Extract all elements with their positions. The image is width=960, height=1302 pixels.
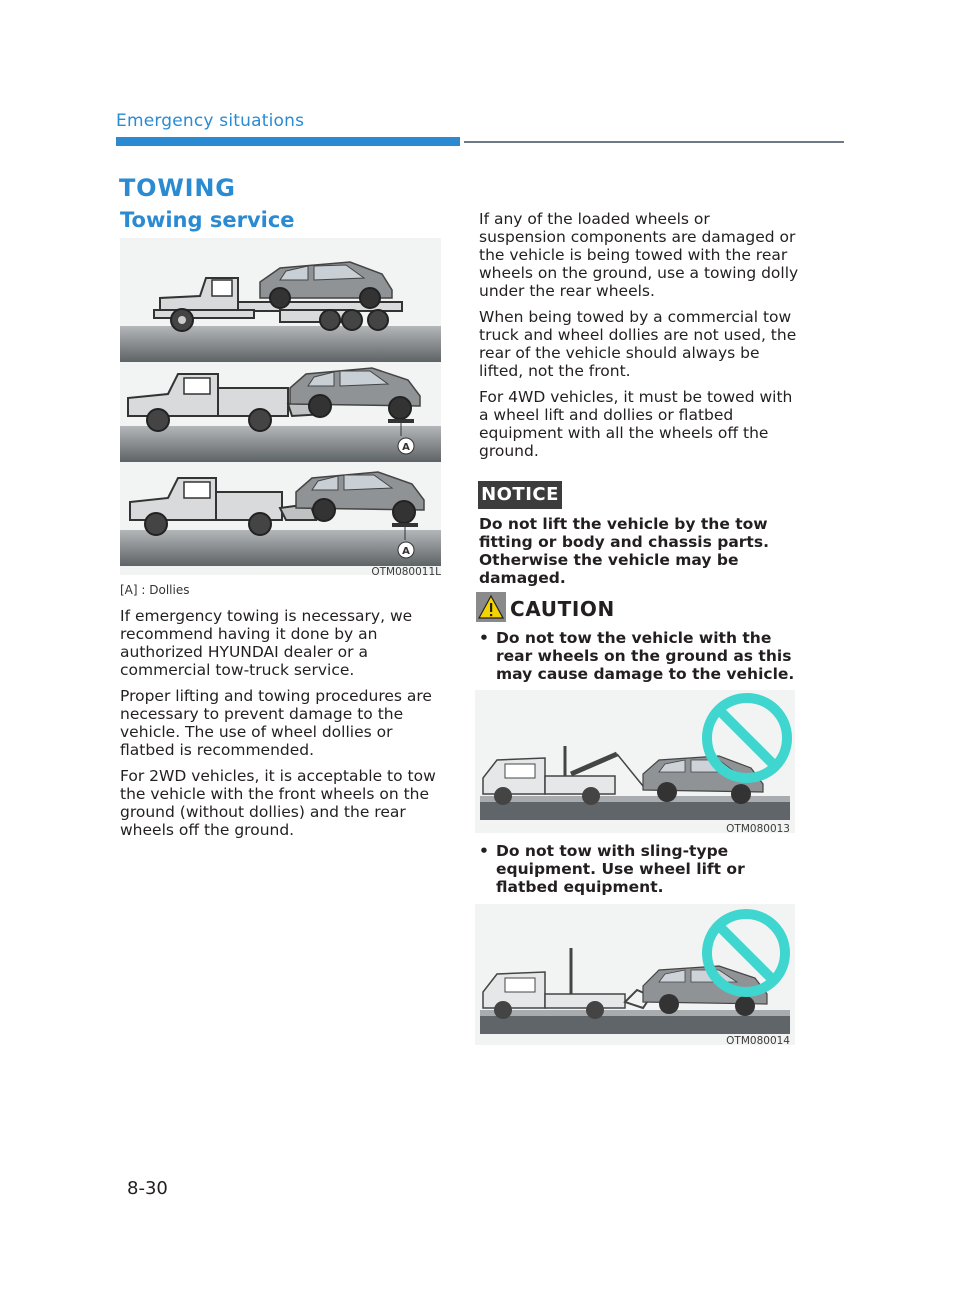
figure-code: OTM080014 <box>726 1035 790 1047</box>
caution-title: CAUTION <box>510 597 615 621</box>
figure-caption: [A] : Dollies <box>120 583 190 597</box>
paragraph: Proper lifting and towing procedures are necessary to prevent damage to the vehicle. The use of wheel dollies or flatbed is recommended. <box>120 687 432 759</box>
paragraph: For 4WD vehicles, it must be towed with a wheel lift and dollies or flatbed equipment with all the wheels off the ground. <box>479 388 793 460</box>
sling-tow-illustration <box>475 904 795 1045</box>
chapter-title: Emergency situations <box>116 111 305 131</box>
header-rule-accent <box>116 137 460 146</box>
paragraph: If emergency towing is necessary, we recommend having it done by an authorized HYUNDAI dealer or a commercial tow-truck service. <box>120 607 413 679</box>
bullet-marker: • <box>479 842 489 860</box>
notice-text: Do not lift the vehicle by the tow fitting or body and chassis parts. Otherwise the vehicle may be damaged. <box>479 515 769 587</box>
bullet-marker: • <box>479 629 489 647</box>
wheel-lift-dollies-scene <box>120 368 441 462</box>
paragraph: When being towed by a commercial tow truck and wheel dollies are not used, the rear of the vehicle should always be lifted, not the front. <box>479 308 797 380</box>
figure-code: OTM080011L <box>371 566 441 578</box>
caution-bullet-text: Do not tow with sling-type equipment. Use wheel lift or flatbed equipment. <box>496 842 745 896</box>
paragraph: If any of the loaded wheels or suspension components are damaged or the vehicle is being towed with the rear wheels on the ground, use a towing dolly under the rear wheels. <box>479 210 799 300</box>
figure-code: OTM080013 <box>726 823 790 835</box>
caution-bullet-text: Do not tow the vehicle with the rear wheels on the ground as this may cause damage to the vehicle. <box>496 629 795 683</box>
paragraph: For 2WD vehicles, it is acceptable to tow the vehicle with the front wheels on the ground (without dollies) and the rear wheels off the ground. <box>120 767 436 839</box>
section-title: TOWING <box>119 174 236 202</box>
notice-badge: NOTICE <box>478 481 562 509</box>
right-body-text <box>479 210 801 468</box>
flatbed-truck-scene <box>120 262 441 362</box>
wheel-lift-scene <box>120 472 441 566</box>
subsection-title: Towing service <box>120 208 295 232</box>
dolly-label-a: A <box>402 442 410 453</box>
prohibited-icon <box>701 908 791 998</box>
towing-methods-illustration <box>120 238 441 575</box>
header-rule <box>464 141 844 143</box>
rear-wheels-on-ground-illustration <box>475 690 795 833</box>
left-body-text <box>120 607 442 847</box>
dolly-label-a-2: A <box>402 546 410 557</box>
warning-triangle-icon <box>476 592 506 626</box>
prohibited-icon <box>701 692 793 784</box>
page-number: 8-30 <box>127 1178 168 1199</box>
